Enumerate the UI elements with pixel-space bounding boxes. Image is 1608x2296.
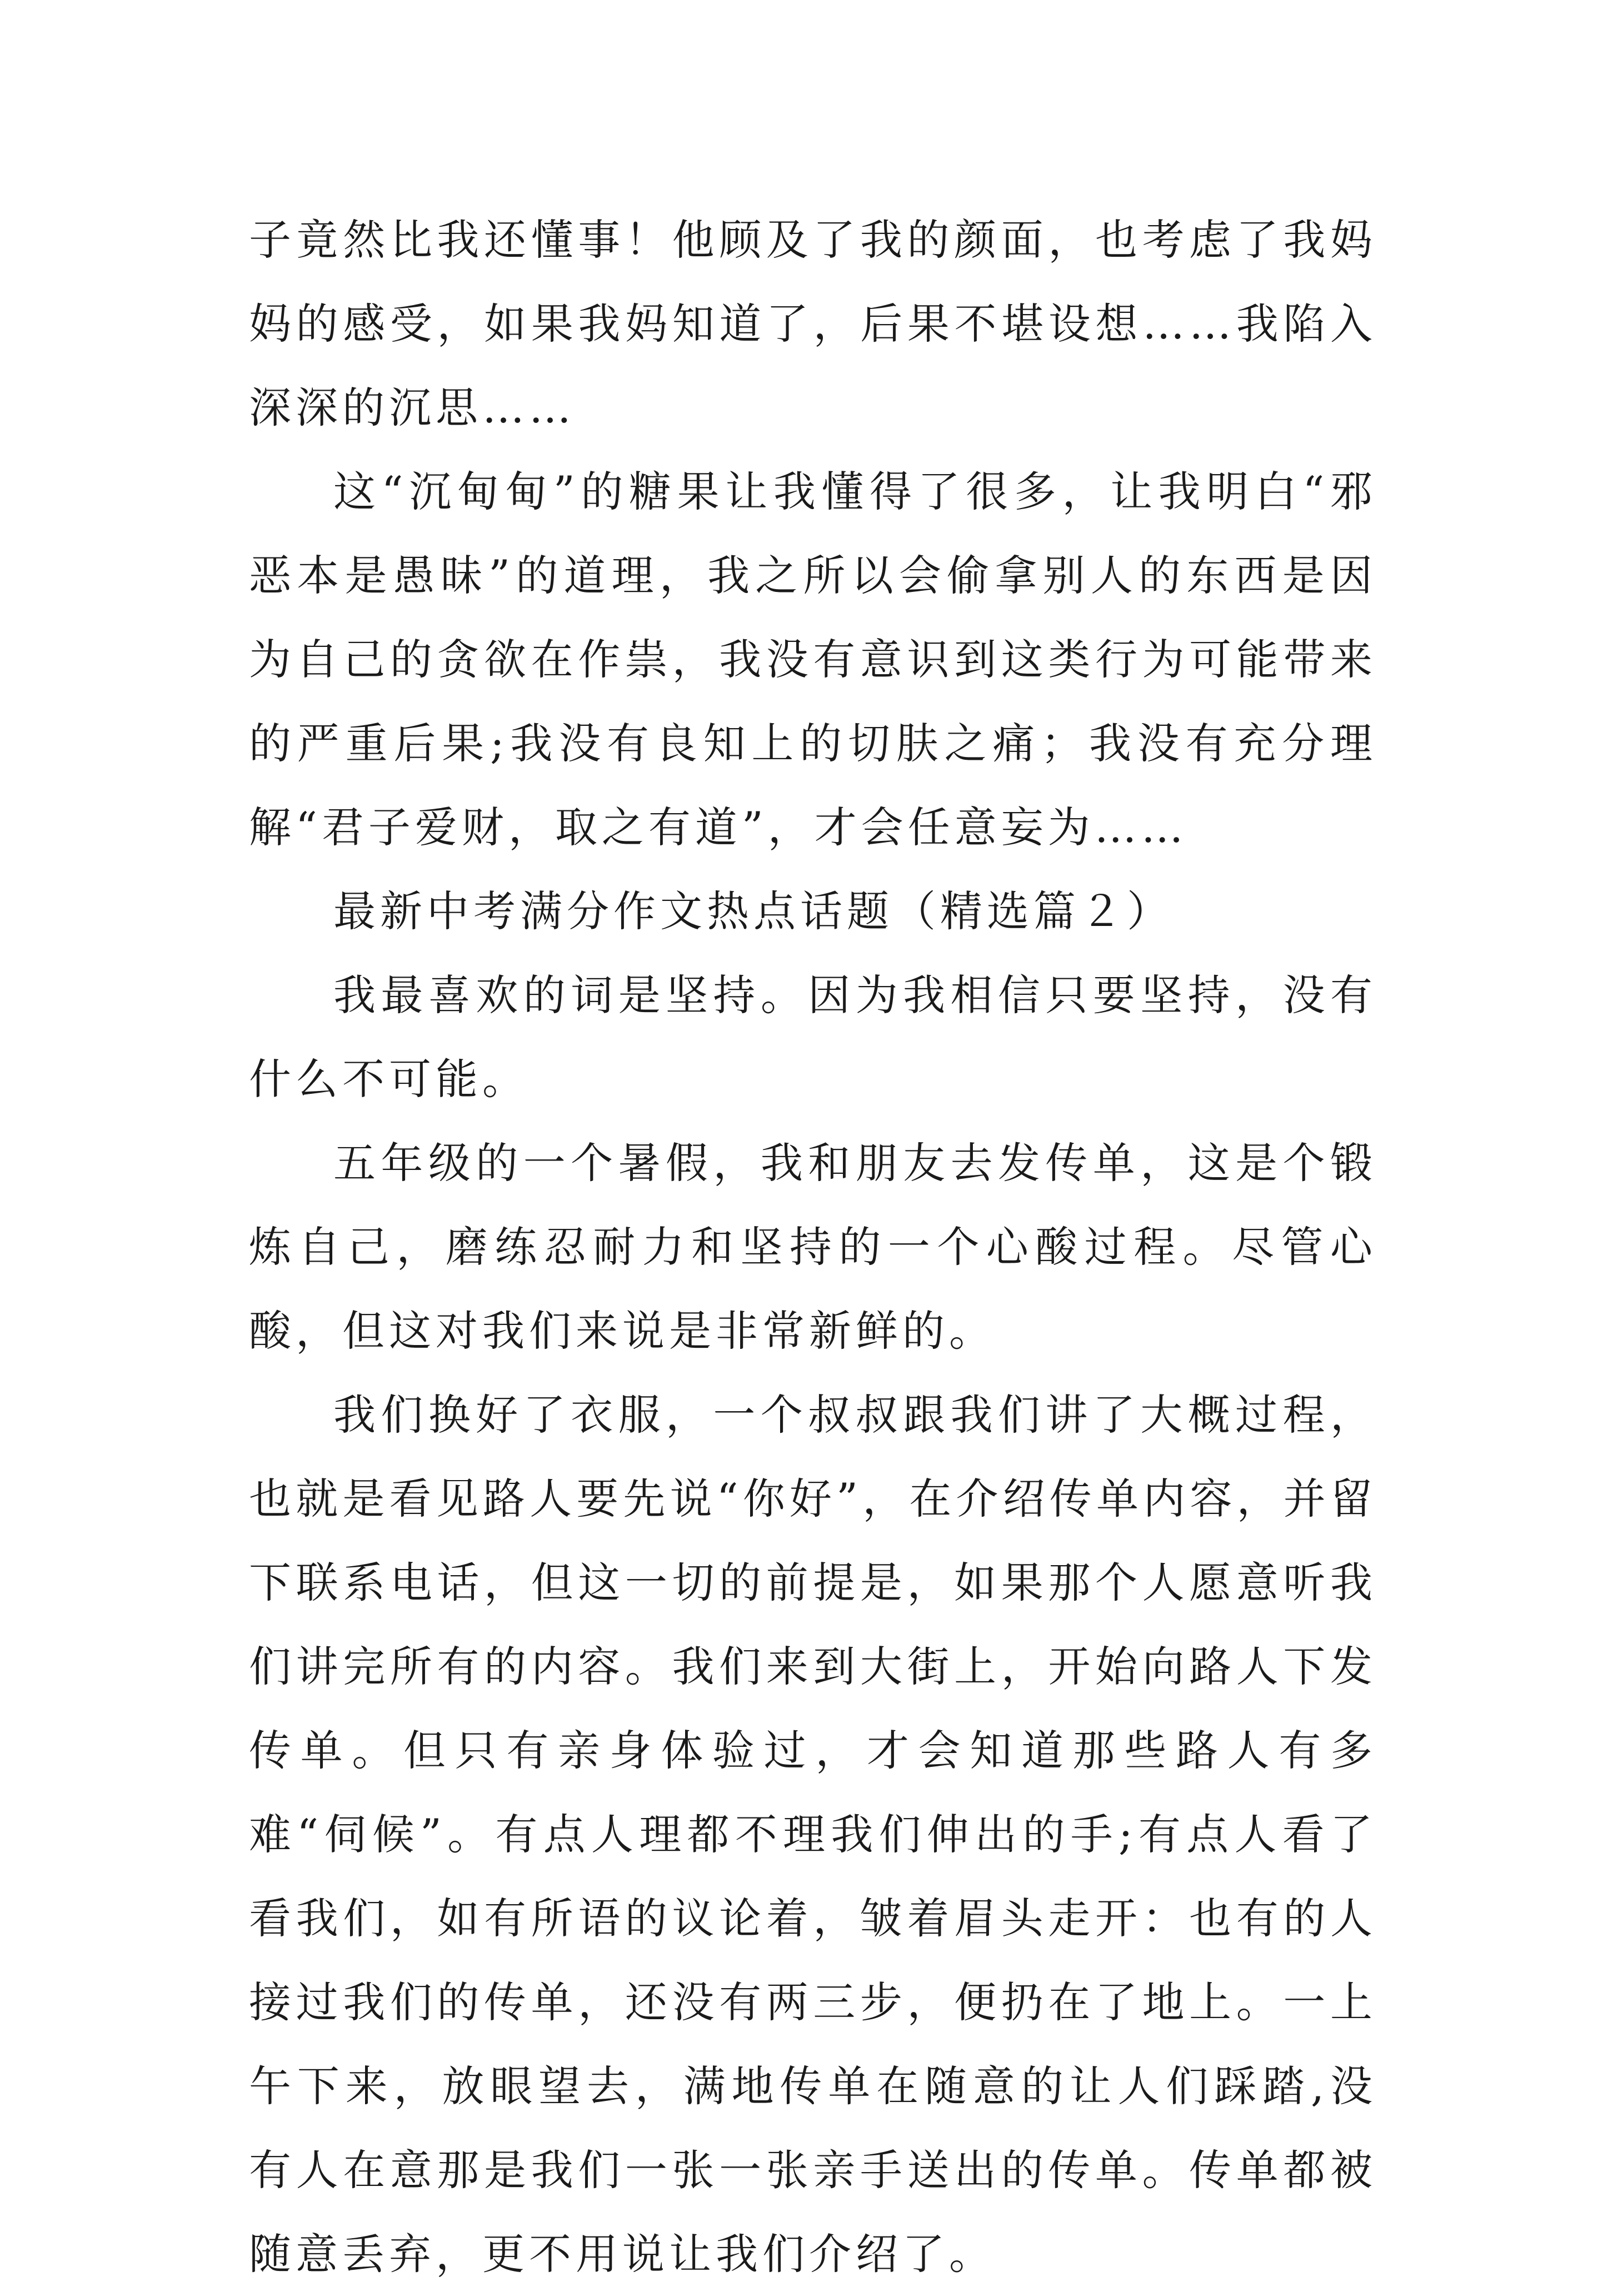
- paragraph-street-experience: 我们换好了衣服，一个叔叔跟我们讲了大概过程，也就是看见路人要先说“你好”，在介绍传单内容，并留下联系电话，但这一切的前提是，如果那个人愿意听我们讲完所有的内容。我们来到大街上，开始向路人下发传单。但只有亲身体验过，才会知道那些路人有多难“伺候”。有点人理都不理我们伸出的手;有点人看了看我们，如有所语的议论着，皱着眉头走开：也有的人接过我们的传单，还没有两三步，便扔在了地上。一上午下来，放眼望去，满地传单在随意的让人们踩踏,没有人在意那是我们一张一张亲手送出的传单。传单都被随意丢弃，更不用说让我们介绍了。: [249, 1390, 1377, 2279]
- document-body: [249, 198, 1377, 2296]
- paragraph-summer-flyers: 五年级的一个暑假，我和朋友去发传单，这是个锻炼自己，磨练忍耐力和坚持的一个心酸过程。尽管心酸，但这对我们来说是非常新鲜的。: [249, 1138, 1377, 1356]
- paragraph-continued: 子竟然比我还懂事！他顾及了我的颜面，也考虑了我妈妈的感受，如果我妈知道了，后果不堪设想……我陷入深深的沉思……: [249, 215, 1377, 432]
- paragraph-candy-reflection: 这“沉甸甸”的糖果让我懂得了很多，让我明白“邪恶本是愚昧”的道理，我之所以会偷拿别人的东西是因为自己的贪欲在作祟，我没有意识到这类行为可能带来的严重后果;我没有良知上的切肤之痛；我没有充分理解“君子爱财，取之有道”，才会任意妄为……: [249, 467, 1377, 852]
- paragraph-favorite-word: 我最喜欢的词是坚持。因为我相信只要坚持，没有什么不可能。: [249, 970, 1377, 1104]
- section-heading: 最新中考满分作文热点话题（精选篇２）: [333, 886, 1173, 936]
